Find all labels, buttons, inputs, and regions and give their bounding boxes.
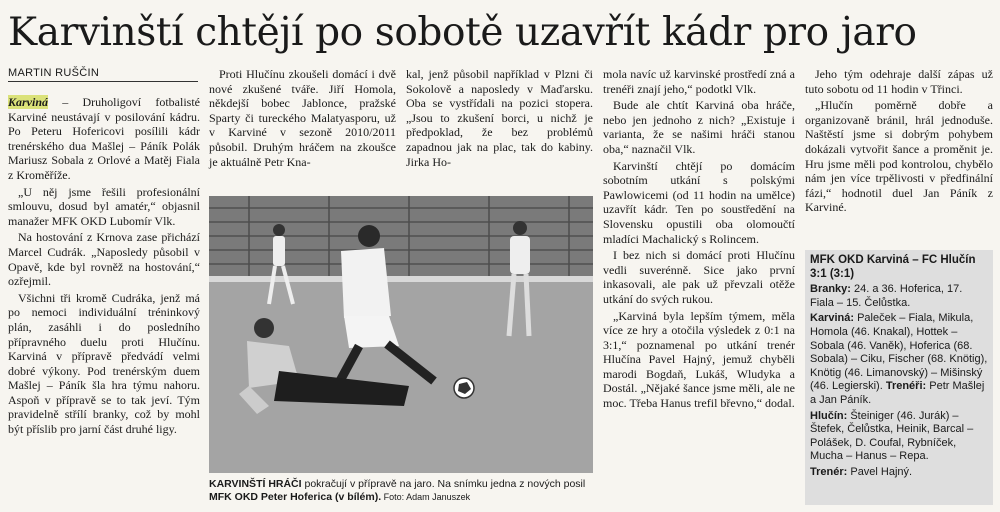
lead-keyword: Karviná <box>8 95 49 109</box>
hlucin-label: Hlučín: <box>810 409 848 422</box>
coach-text: Pavel Hajný. <box>847 465 913 478</box>
paragraph: Karvinští chtějí po domácím sobotním utkání s polskými Pawlowicemi (od 11 hodin na umělce) uzavřít kádr. Ten po soustředění na Slovensku opustili oba olomoučtí mladíci Machalický s Rolincem. <box>603 158 795 246</box>
headline: Karvinští chtějí po sobotě uzavřít kádr pro jaro <box>8 10 917 55</box>
article-column-1 <box>8 95 200 439</box>
paragraph: „Karviná byla lepším týmem, měla více ze hry a otočila výsledek z 0:1 na 3:1,“ poznamenal po utkání trenér Hlučína Pavel Hajný, jemuž chyběli marodi Bogdaň, Lukáš, Wludyka a Dostál. „Nějaké šance jsme měli, ale ne moc. Třeba Hanus trefil břevno,“ dodal. <box>603 308 795 411</box>
match-title: MFK OKD Karviná – FC Hlučín 3:1 (3:1) <box>810 254 976 280</box>
match-summary-box <box>805 250 993 505</box>
caption-bold: KARVINŠTÍ HRÁČI <box>209 478 302 490</box>
article-column-3 <box>406 67 593 171</box>
coaches-text: Petr Mašlej a Jan Páník. <box>810 380 985 406</box>
paragraph: Všichni tři kromě Cudráka, jenž má po nemoci individuální tréninkový plán, zasáhli i do posledního přípravného duelu proti Hlučínu. Karviná v přípravě předvádí velmi dobré výkony. Pod trenérským duem Mašlej – Páník šla hra týmu nahoru. Aspoň v přípravě se to tak jeví. Tým pravidelně střílí branky, což by mohl být příslib pro jarní část druhé ligy. <box>8 290 200 437</box>
coaches-label: Trenéři: <box>885 380 927 393</box>
paragraph: Jeho tým odehraje další zápas už tuto sobotu od 11 hodin v Třinci. <box>805 67 993 96</box>
hlucin-lineup <box>810 410 988 464</box>
caption-text: pokračují v přípravě na jaro. Na snímku jedna z nových posil <box>301 478 586 490</box>
paragraph: mola navíc už karvinské prostředí zná a trenéři znají jeho,“ podotkl Vlk. <box>603 67 795 96</box>
match-photo <box>209 196 593 473</box>
paragraph: Bude ale chtít Karviná oba hráče, nebo jen jednoho z nich? „Existuje i varianta, že se našimi hráči stanou oba,“ naznačil Vlk. <box>603 98 795 156</box>
paragraph: Na hostování z Krnova zase přichází Marcel Cudrák. „Naposledy působil v Opavě, kde byl rovněž na hostování,“ ozřejmil. <box>8 230 200 289</box>
photo-illustration <box>209 196 593 473</box>
hlucin-coach <box>810 466 988 480</box>
paragraph: I bez nich si domácí proti Hlučínu vedli suverénně. Sice jako první inkasovali, ale pak už převzali otěže utkání do svých rukou. <box>603 248 795 306</box>
article-column-2 <box>209 67 396 171</box>
coach-label: Trenér: <box>810 465 848 478</box>
byline: MARTIN RUŠČIN <box>8 67 100 79</box>
hlucin-text: Šteiniger (46. Jurák) – Štefek, Čelůstka, Heinik, Barcal – Polášek, D. Coufal, Rybníček, Mucha – Hanus – Repa. <box>810 409 974 463</box>
karvina-lineup <box>810 312 988 407</box>
karvina-label: Karviná: <box>810 312 855 325</box>
lead-text: – Druholigoví fotbalisté Karviné neustávají v posilování kádru. Po Peteru Hofericovi posílili kádr trenérského dua Mašlej – Páník Polák Mariusz Sobala z Orlové a Matěj Fiala z Kroměříže. <box>8 95 200 182</box>
karvina-text: Paleček – Fiala, Mikula, Homola (46. Knakal), Hottek – Sobala (46. Vaněk), Hoferica (68. Sobala) – Ciku, Fischer (68. Knötig), Knötig (46. Limanovský) – Mišinský (46. Legierski). <box>810 312 988 393</box>
article-column-4 <box>603 67 795 413</box>
caption-bold-2: MFK OKD Peter Hoferica (v bílém). <box>209 491 382 503</box>
byline-rule <box>8 81 198 82</box>
goals-text: 24. a 36. Hoferica, 17. Fiala – 15. Čelůstka. <box>810 283 963 309</box>
article-column-5 <box>805 67 993 217</box>
photo-credit: Foto: Adam Januszek <box>381 492 471 502</box>
lead-paragraph <box>8 95 200 183</box>
paragraph: „Hlučín poměrně dobře a organizovaně bránil, hrál jednoduše. Naštěstí jsme si dobrým pohybem dokázali vytvořit šance a proměnit je. Hru jsme měli pod kontrolou, chybělo nám jen více trpělivosti v předfinální fázi,“ hodnotil duel Jan Páník z Karviné. <box>805 98 993 215</box>
goals-line <box>810 283 988 310</box>
paragraph: kal, jenž působil například v Plzni či Sokolově a naposledy v Maďarsku. Oba se vystřídali na pozici stopera. „Jsou to zkušení borci, u nichž je předpoklad, že bez problémů zapadnou jak na plac, tak do kabiny. Jirka Ho- <box>406 67 593 169</box>
goals-label: Branky: <box>810 283 851 296</box>
photo-caption <box>209 478 593 504</box>
paragraph: Proti Hlučínu zkoušeli domácí i dvě nové zkušené tváře. Jiří Homola, někdejší bobec Jablonce, pražské Sparty či tureckého Malatyasporu, už v Karviné v sezoně 2010/2011 působil. Druhým hráčem na zkoušce je aktuálně Petr Kna- <box>209 67 396 169</box>
paragraph: „U něj jsme řešili profesionální smlouvu, dosud byl amatér,“ objasnil manažer MFK OKD Lubomír Vlk. <box>8 184 200 228</box>
